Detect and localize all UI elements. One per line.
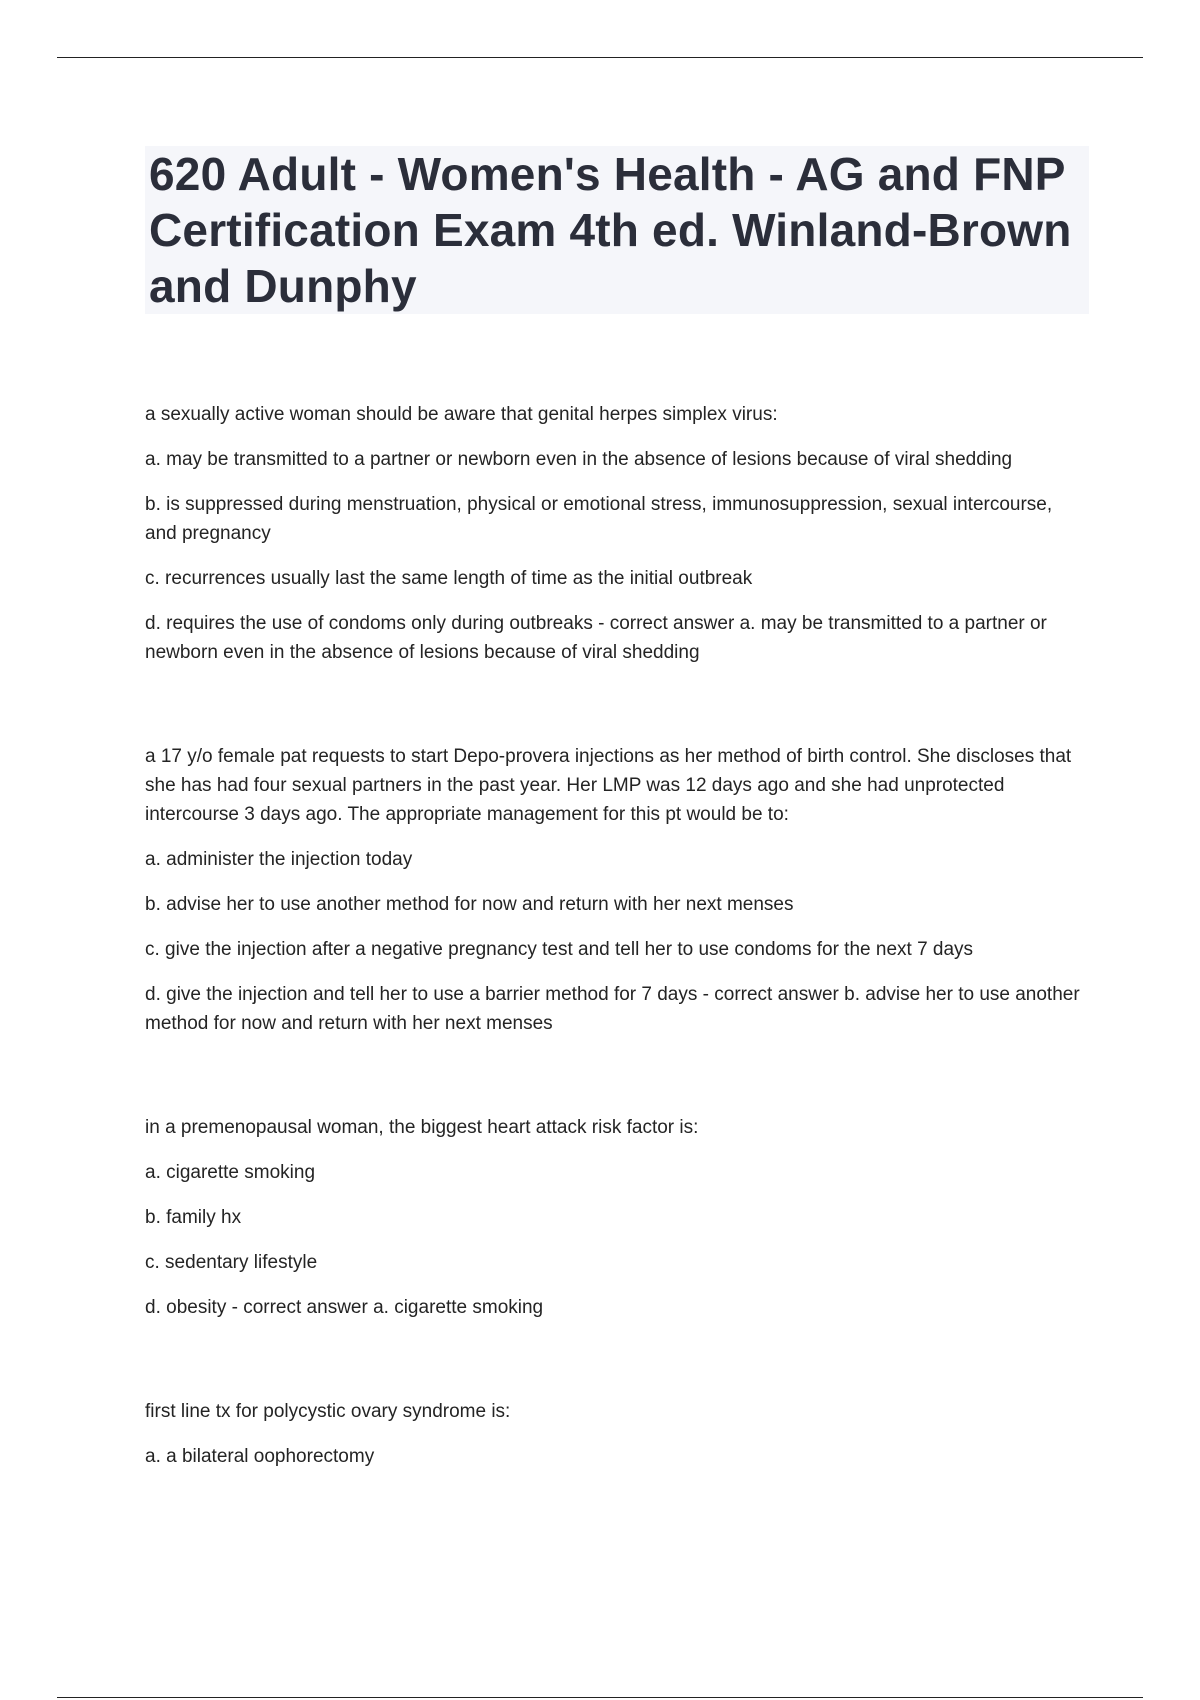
top-divider (57, 57, 1143, 58)
answer-option-d: d. obesity - correct answer a. cigarette smoking (145, 1297, 544, 1318)
question-2 (145, 742, 1085, 1038)
question-3 (145, 1113, 1085, 1322)
answer-option-a: a. administer the injection today (145, 849, 413, 870)
answer-option-d: d. requires the use of condoms only during outbreaks - correct answer a. may be transmitted to a partner or newborn even in the absence of lesions because of viral shedding (145, 613, 1047, 663)
answer-option-c: c. sedentary lifestyle (145, 1252, 318, 1273)
answer-option-c: c. give the injection after a negative pregnancy test and tell her to use condoms for the next 7 days (145, 939, 974, 960)
question-stem: a sexually active woman should be aware that genital herpes simplex virus: (145, 404, 778, 425)
question-stem: a 17 y/o female pat requests to start Depo-provera injections as her method of birth control. She discloses that she has had four sexual partners in the past year. Her LMP was 12 days ago and she had unprotected intercourse 3 days ago. The appropriate management for this pt would be to: (145, 746, 1072, 825)
document-title: 620 Adult - Women's Health - AG and FNP Certification Exam 4th ed. Winland-Brown and Dunphy (149, 148, 1072, 312)
question-4 (145, 1397, 1085, 1471)
answer-option-a: a. a bilateral oophorectomy (145, 1446, 375, 1467)
answer-option-a: a. cigarette smoking (145, 1162, 316, 1183)
bottom-divider (57, 1697, 1143, 1698)
question-1 (145, 400, 1085, 667)
question-stem: in a premenopausal woman, the biggest heart attack risk factor is: (145, 1117, 699, 1138)
answer-option-b: b. advise her to use another method for now and return with her next menses (145, 894, 794, 915)
answer-option-b: b. is suppressed during menstruation, physical or emotional stress, immunosuppression, sexual intercourse, and pregnancy (145, 494, 1053, 544)
answer-option-d: d. give the injection and tell her to use a barrier method for 7 days - correct answer b. advise her to use another method for now and return with her next menses (145, 984, 1080, 1034)
answer-option-b: b. family hx (145, 1207, 242, 1228)
answer-option-c: c. recurrences usually last the same length of time as the initial outbreak (145, 568, 753, 589)
title-banner (145, 146, 1089, 314)
questions-container (145, 400, 1085, 1546)
question-stem: first line tx for polycystic ovary syndrome is: (145, 1401, 511, 1422)
answer-option-a: a. may be transmitted to a partner or newborn even in the absence of lesions because of viral shedding (145, 449, 1013, 470)
